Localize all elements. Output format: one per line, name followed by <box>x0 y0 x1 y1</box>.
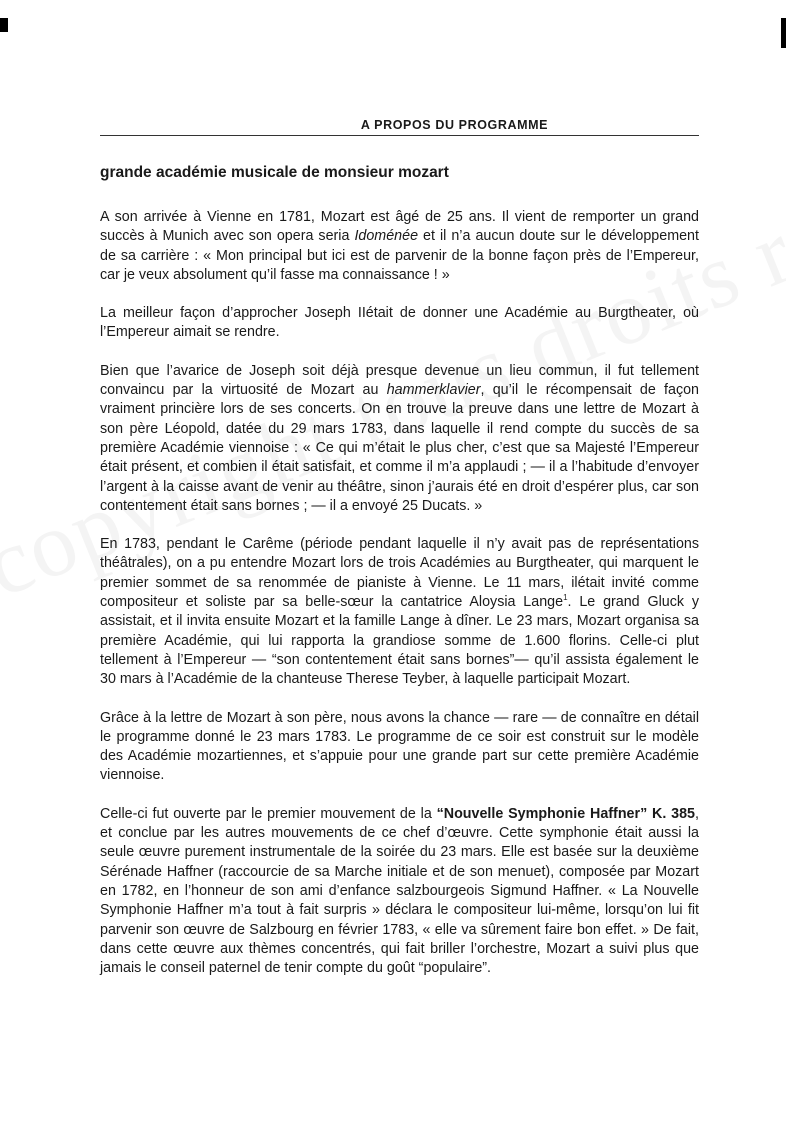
paragraph-2: La meilleur façon d’approcher Joseph IIétait de donner une Académie au Burgtheater, où l’Empereur aimait se rendre. <box>100 305 699 341</box>
paragraph-4 <box>100 535 699 689</box>
paragraph-1-text-c: et il n’a aucun doute sur le développement de sa carrière : « Mon principal but ici est de parvenir de la bonne façon près de l’Empereur, car je veux absolument qu’il fasse ma connaissance ! » <box>100 228 699 283</box>
article-title: grande académie musicale de monsieur mozart <box>100 164 449 181</box>
paragraph-3 <box>100 362 699 516</box>
paragraph-3-text-c: , qu’il le récompensait de façon vraiment princière lors de ses concerts. On en trouve la preuve dans une lettre de Mozart à son père Léopold, datée du 29 mars 1783, dans laquelle il rend compte du succès de sa première Académie viennoise : « Ce qui m’était le plus cher, c’est que sa Majesté l’Empereur était présent, et combien il était satisfait, et comme il m’a applaudi ; — il a l’habitude d’envoyer l’argent à la caisse avant de venir au théâtre, sinon j’aurais été en droit d’espérer plus, car son contentement était sans bornes ; — il a envoyé 25 Ducats. » <box>100 382 700 514</box>
crop-mark-top-left <box>0 18 8 32</box>
crop-mark-top-right <box>781 18 786 48</box>
footnote-marker: 1 <box>563 593 568 603</box>
paragraph-4-text-c: . Le grand Gluck y assistait, et il invita ensuite Mozart et la famille Lange à dîner. Le 23 mars, Mozart organisa sa première Académie, qui lui rapporta la grandiose somme de 1.600 florins. Celle-ci plut tellement à l’Empereur — “son contentement était sans bornes”— qu’il assista également le 30 mars à l’Académie de la chanteuse Therese Teyber, à laquelle participait Mozart. <box>100 594 699 688</box>
paragraph-6-text-a: Celle-ci fut ouverte par le premier mouvement de la <box>100 805 437 822</box>
header-rule <box>100 135 699 136</box>
paragraph-5: Grâce à la lettre de Mozart à son père, nous avons la chance — rare — de connaître en détail le programme donné le 23 mars 1783. Le programme de ce soir est construit sur le modèle des Académie mozartiennes, et s’appuie pour une grande part sur cette première Académie viennoise. <box>100 709 699 784</box>
opera-title-idomenee: Idoménée <box>354 228 419 245</box>
paragraph-6 <box>100 805 699 979</box>
paragraph-1 <box>100 208 699 285</box>
term-hammerklavier: hammerklavier <box>386 382 481 399</box>
paragraph-4-text-a: En 1783, pendant le Carême (période pendant laquelle il n’y avait pas de représentations théâtrales), on a pu entendre Mozart lors de trois Académies au Burgtheater, qui marquent le premier sommet de sa renommée de pianiste à Vienne. Le 11 mars, ilétait invité comme compositeur et soliste par sa belle-sœur la cantatrice Aloysia Lange <box>100 536 699 611</box>
paragraph-6-text-c: , et conclue par les autres mouvements de ce chef d’œuvre. Cette symphonie était aussi la seule œuvre purement instrumentale de la soirée du 23 mars. Elle est basée sur la deuxième Sérénade Haffner (raccourcie de sa Marche initiale et de son menuet), composée par Mozart en 1782, en l’honneur de son ami d’enfance salzbourgeois Sigmund Haffner. « La Nouvelle Symphonie Haffner m’a tout à fait surpris » déclara le compositeur lui-même, lorsqu’on lui fit parvenir son œuvre de Salzbourg en février 1783, « elle va sûrement faire bon effet. » De fait, dans cette œuvre aux thèmes concentrés, qui fait briller l’orchestre, Mozart a suivi plus que jamais le conseil paternel de tenir compte du goût “populaire”. <box>100 805 699 977</box>
work-title-haffner: “Nouvelle Symphonie Haffner” K. 385 <box>436 805 696 822</box>
article-body <box>100 162 699 978</box>
running-header: A PROPOS DU PROGRAMME <box>360 118 549 132</box>
paragraph-3-text-a: Bien que l’avarice de Joseph soit déjà presque devenue un lieu commun, il fut tellement convaincu par la virtuosité de Mozart au <box>100 362 699 399</box>
paragraph-1-text-a: A son arrivée à Vienne en 1781, Mozart est âgé de 25 ans. Il vient de remporter un grand succès à Munich avec son opera seria <box>100 209 699 245</box>
